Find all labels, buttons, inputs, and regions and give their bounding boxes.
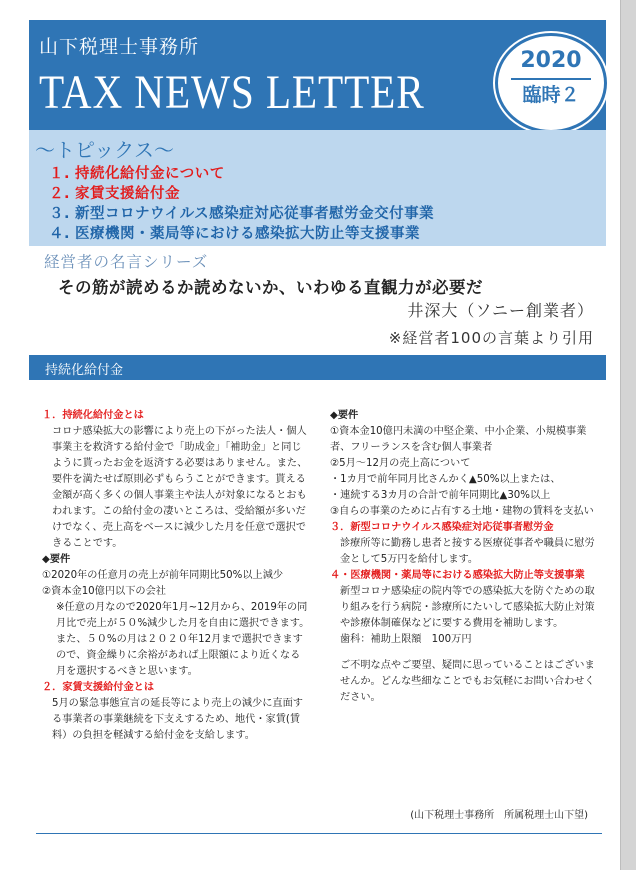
requirement-subitem: ・1カ月で前年同月比さんかく▲50%以上または、 (330, 474, 561, 485)
left-column (42, 408, 310, 744)
requirement-item: ③自らの事業のために占有する土地・建物の賃料を支払い (330, 506, 594, 517)
topic-item (49, 182, 180, 203)
requirements-heading: ◆要件 (42, 554, 71, 565)
quote-source: ※経営者100の言葉より引用 (388, 329, 594, 347)
topic-label: 新型コロナウイルス感染症対応従事者慰労金交付事業 (75, 206, 435, 222)
topic-number: ４. (49, 226, 71, 242)
requirement-item: ①2020年の任意月の売上が前年同期比50%以上減少 (42, 570, 284, 581)
badge-divider (511, 78, 591, 80)
requirement-note: ※任意の月なので2020年1月~12月から、2019年の同月比で売上が５０%減少した月を自由に選択できます。また、５０%の月は２０２０年12月まで選択できますので、資金繰りに余裕があれば上限額により近くなる月を選択するべきと思います。 (56, 602, 310, 677)
section4-body: 新型コロナ感染症の院内等での感染拡大を防ぐための取り組みを行う病院・診療所にたいして感染拡大防止対策や診療体制確保などに要する費用を補助します。 (340, 586, 595, 629)
section3-heading: ３．新型コロナウイルス感染症対応従事者慰労金 (330, 522, 554, 533)
office-name: 山下税理士事務所 (39, 36, 200, 58)
section1-body: コロナ感染拡大の影響により売上の下がった法人・個人事業主を救済する給付金で「助成金」「補助金」と同じように貰ったお金を返済する必要はありません。また、要件を満たせば原則必ずもらうことができます。貰える金額が高く多くの個人事業主や法人が対象になるとおもわれます。この給付金の凄いところは、受給額が多いだけでなく、売上高をベースに減少した月を任意で選択できることです。 (52, 426, 308, 549)
spacer (330, 648, 602, 658)
topic-number: ２. (49, 186, 71, 202)
section4-heading: ４・医療機関・薬局等における感染拡大防止等支援事業 (330, 570, 585, 581)
section2-heading: ２．家賃支援給付金とは (42, 682, 155, 693)
quote-text: その筋が読めるか読めないか、いわゆる直観力が必要だ (58, 278, 483, 297)
section-header (29, 355, 606, 380)
requirement-item: ①資本金10億円未満の中堅企業、中小企業、小規模事業者、フリーランスを含む個人事業者 (330, 426, 587, 453)
topic-number: １. (49, 166, 71, 182)
window-scrollbar[interactable] (620, 0, 636, 870)
footer-divider (36, 833, 602, 834)
requirements-heading: ◆要件 (330, 410, 359, 421)
section-title: 持続化給付金 (45, 363, 124, 378)
section3-body: 診療所等に勤務し患者と接する医療従事者や職員に慰労金として5万円を給付します。 (340, 538, 595, 565)
requirement-subitem: ・連続する3カ月の合計で前年同期比▲30%以上 (330, 490, 551, 501)
requirement-item: ②5月～12月の売上高について (330, 458, 471, 469)
topic-item (49, 202, 434, 223)
topics-box (29, 130, 606, 246)
issue-badge (495, 33, 607, 133)
section1-heading: １．持続化給付金とは (42, 410, 144, 421)
requirement-item: ②資本金10億円以下の会社 (42, 586, 166, 597)
topic-item (49, 222, 420, 243)
topics-heading: ～トピックス～ (35, 138, 174, 162)
section2-body: 5月の緊急事態宣言の延長等により売上の減少に直面する事業者の事業継続を下支えするため、地代・家賃(賃料）の負担を軽減する給付金を支給します。 (52, 698, 303, 741)
topic-number: ３. (49, 206, 71, 222)
quote-series-label: 経営者の名言シリーズ (44, 253, 209, 271)
closing-message: ご不明な点やご要望、疑問に思っていることはございませんか。どんな些細なことでもお気軽にお問い合わせください。 (340, 660, 595, 703)
topic-label: 家賃支援給付金 (75, 186, 180, 202)
topic-label: 医療機関・薬局等における感染拡大防止等支援事業 (75, 226, 420, 242)
section4-amount: 歯科：補助上限額 100万円 (340, 634, 472, 645)
issue-number: 臨時２ (522, 84, 580, 106)
topic-item (49, 162, 225, 183)
quote-author: 井深大（ソニー創業者） (407, 301, 594, 320)
newsletter-title: TAX NEWS LETTER (39, 66, 425, 119)
issue-year: 2020 (520, 48, 582, 73)
right-column (330, 408, 602, 706)
header-banner (29, 20, 606, 130)
signature: (山下税理士事務所 所属税理士山下望) (410, 810, 588, 821)
topic-label: 持続化給付金について (75, 166, 225, 182)
